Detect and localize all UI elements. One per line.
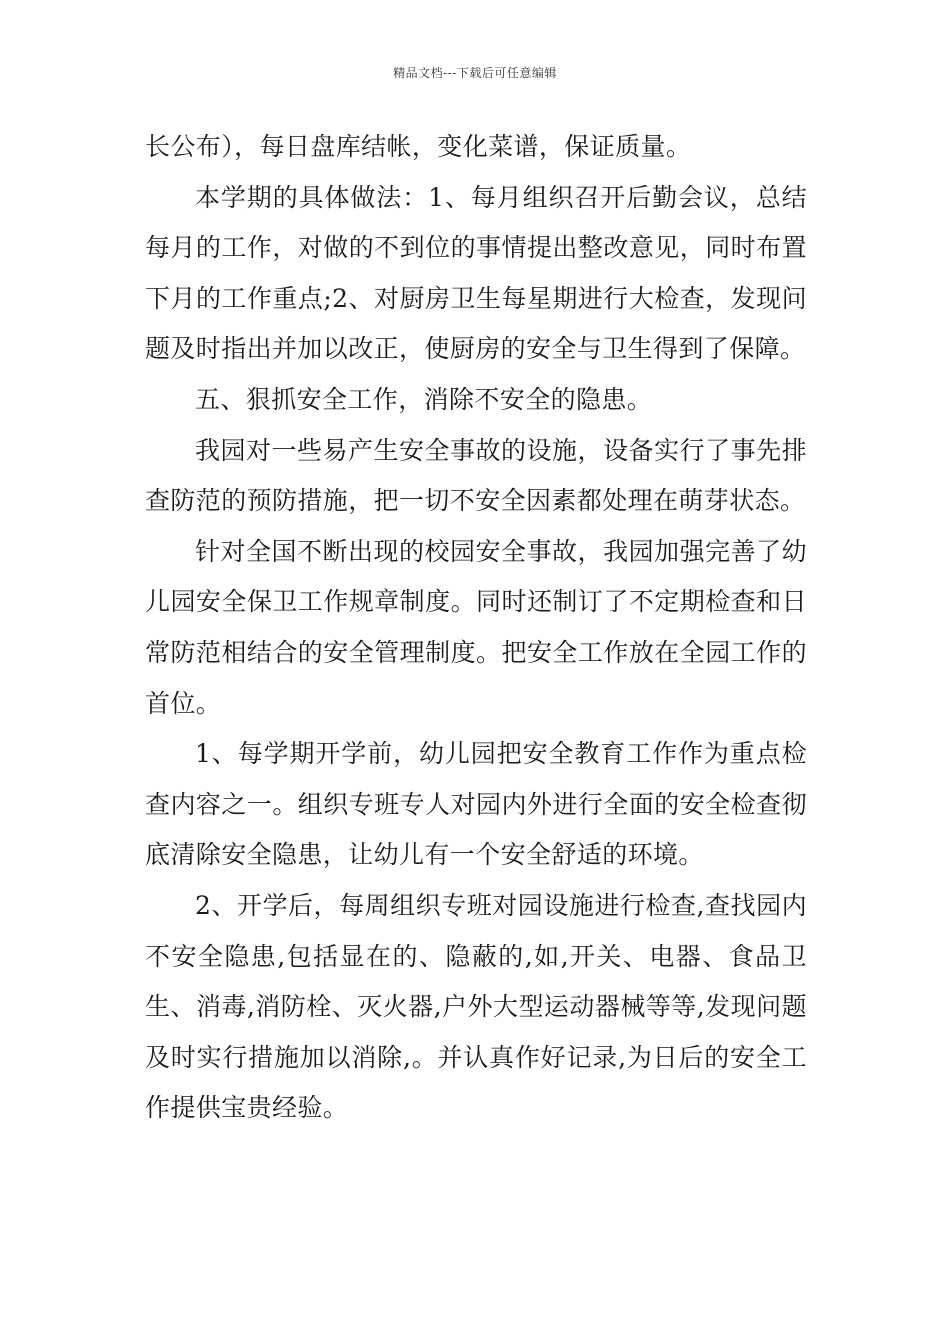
- paragraph-semester-practices: 本学期的具体做法：1、每月组织召开后勤会议，总结每月的工作，对做的不到位的事情提出整改意见，同时布置下月的工作重点;2、对厨房卫生每星期进行大检查，发现问题及时指出并加以改正，使厨房的安全与卫生得到了保障。: [145, 182, 807, 364]
- paragraph-prevention: 我园对一些易产生安全事故的设施，设备实行了事先排查防范的预防措施，把一切不安全因素都处理在萌芽状态。: [145, 435, 807, 516]
- document-body: [145, 122, 807, 1134]
- page-header: 精品文档---下载后可任意编辑: [393, 66, 557, 80]
- paragraph-safety-rules: 针对全国不断出现的校园安全事故，我园加强完善了幼儿园安全保卫工作规章制度。同时还制订了不定期检查和日常防范相结合的安全管理制度。把安全工作放在全园工作的首位。: [145, 536, 807, 718]
- paragraph-item-1: 1、每学期开学前，幼儿园把安全教育工作作为重点检查内容之一。组织专班专人对园内外进行全面的安全检查彻底清除安全隐患，让幼儿有一个安全舒适的环境。: [145, 739, 807, 870]
- paragraph-item-2: 2、开学后，每周组织专班对园设施进行检查,查找园内不安全隐患,包括显在的、隐蔽的,如,开关、电器、食品卫生、消毒,消防栓、灭火器,户外大型运动器械等等,发现问题及时实行措施加以消除,。并认真作好记录,为日后的安全工作提供宝贵经验。: [145, 890, 807, 1123]
- paragraph-continuation: 长公布），每日盘库结帐，变化菜谱，保证质量。: [145, 132, 692, 161]
- section-heading-safety: 五、狠抓安全工作，消除不安全的隐患。: [195, 384, 653, 414]
